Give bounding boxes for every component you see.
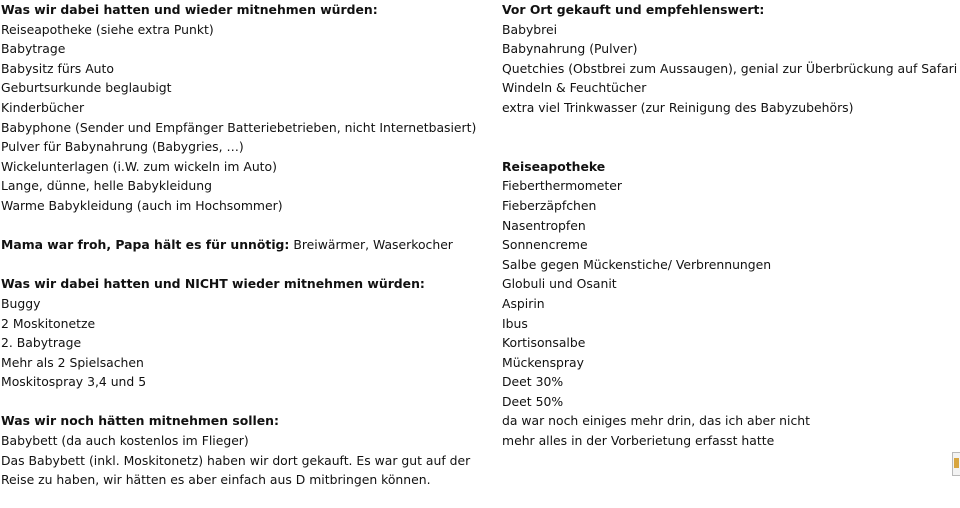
list-item: Babysitz fürs Auto <box>1 60 114 76</box>
list-item: Sonnencreme <box>502 237 588 253</box>
spacer <box>1 216 491 236</box>
list-item: Globuli und Osanit <box>502 276 617 292</box>
list-item: Fieberzäpfchen <box>502 197 597 213</box>
list-item: Warme Babykleidung (auch im Hochsommer) <box>1 197 283 213</box>
list-item: Babynahrung (Pulver) <box>502 41 638 57</box>
list-reiseapotheke <box>502 176 952 450</box>
list-item: Ibus <box>502 315 528 331</box>
list-bought-locally <box>502 20 958 118</box>
list-item: Salbe gegen Mückenstiche/ Verbrennungen <box>502 256 772 272</box>
spacer <box>1 255 491 275</box>
list-item: Windeln & Feuchtücher <box>502 80 647 96</box>
section-heading-reiseapotheke: Reiseapotheke <box>502 158 606 174</box>
list-item: Aspirin <box>502 295 545 311</box>
list-item: Deet 30% <box>502 374 564 390</box>
mama-papa-line <box>1 235 491 255</box>
list-item: Deet 50% <box>502 393 564 409</box>
list-item: Reise zu haben, wir hätten es aber einfach aus D mitbringen können. <box>1 472 431 488</box>
clipboard-icon <box>954 458 959 468</box>
spacer <box>502 137 952 157</box>
list-item: Mehr als 2 Spielsachen <box>1 354 144 370</box>
list-item: Kortisonsalbe <box>502 335 586 351</box>
section-heading-should-have: Was wir noch hätten mitnehmen sollen: <box>1 413 279 429</box>
section-heading-not-again: Was wir dabei hatten und NICHT wieder mitnehmen würden: <box>1 276 425 292</box>
list-item: Quetchies (Obstbrei zum Aussaugen), genial zur Überbrückung auf Safari <box>502 60 958 76</box>
list-should-have <box>1 431 491 490</box>
list-item: extra viel Trinkwasser (zur Reinigung des Babyzubehörs) <box>502 99 854 115</box>
list-item: Wickelunterlagen (i.W. zum wickeln im Auto) <box>1 158 277 174</box>
list-item: da war noch einiges mehr drin, das ich aber nicht <box>502 413 810 429</box>
list-item: Buggy <box>1 295 41 311</box>
section-heading-bought-locally: Vor Ort gekauft und empfehlenswert: <box>502 2 765 17</box>
list-item: Mückenspray <box>502 354 584 370</box>
mama-papa-label: Mama war froh, Papa hält es für unnötig: <box>1 237 290 253</box>
list-item: Nasentropfen <box>502 217 586 233</box>
left-column <box>1 0 491 490</box>
paste-options-icon[interactable] <box>952 452 960 476</box>
list-item: Babybett (da auch kostenlos im Flieger) <box>1 433 249 449</box>
list-item: Kinderbücher <box>1 99 85 115</box>
list-take-again <box>1 20 491 216</box>
list-item: 2. Babytrage <box>1 335 82 351</box>
right-column <box>502 0 958 451</box>
list-item: Fieberthermometer <box>502 178 623 194</box>
list-item: Reiseapotheke (siehe extra Punkt) <box>1 21 214 37</box>
list-item: Lange, dünne, helle Babykleidung <box>1 178 212 194</box>
list-item: Das Babybett (inkl. Moskitonetz) haben wir dort gekauft. Es war gut auf der <box>1 452 471 468</box>
mama-papa-items: Breiwärmer, Waserkocher <box>289 237 453 253</box>
list-item: Babytrage <box>1 41 66 57</box>
spacer <box>502 118 952 138</box>
list-item: Geburtsurkunde beglaubigt <box>1 80 172 96</box>
list-item: mehr alles in der Vorberietung erfasst hatte <box>502 433 775 449</box>
list-item: Moskitospray 3,4 und 5 <box>1 374 147 390</box>
list-item: 2 Moskitonetze <box>1 315 96 331</box>
list-item: Pulver für Babynahrung (Babygries, …) <box>1 139 244 155</box>
list-not-again <box>1 294 491 392</box>
list-item: Babybrei <box>502 21 558 37</box>
section-heading-take-again: Was wir dabei hatten und wieder mitnehmen würden: <box>1 2 378 17</box>
spacer <box>1 392 491 412</box>
list-item: Babyphone (Sender und Empfänger Batteriebetrieben, nicht Internetbasiert) <box>1 119 477 135</box>
